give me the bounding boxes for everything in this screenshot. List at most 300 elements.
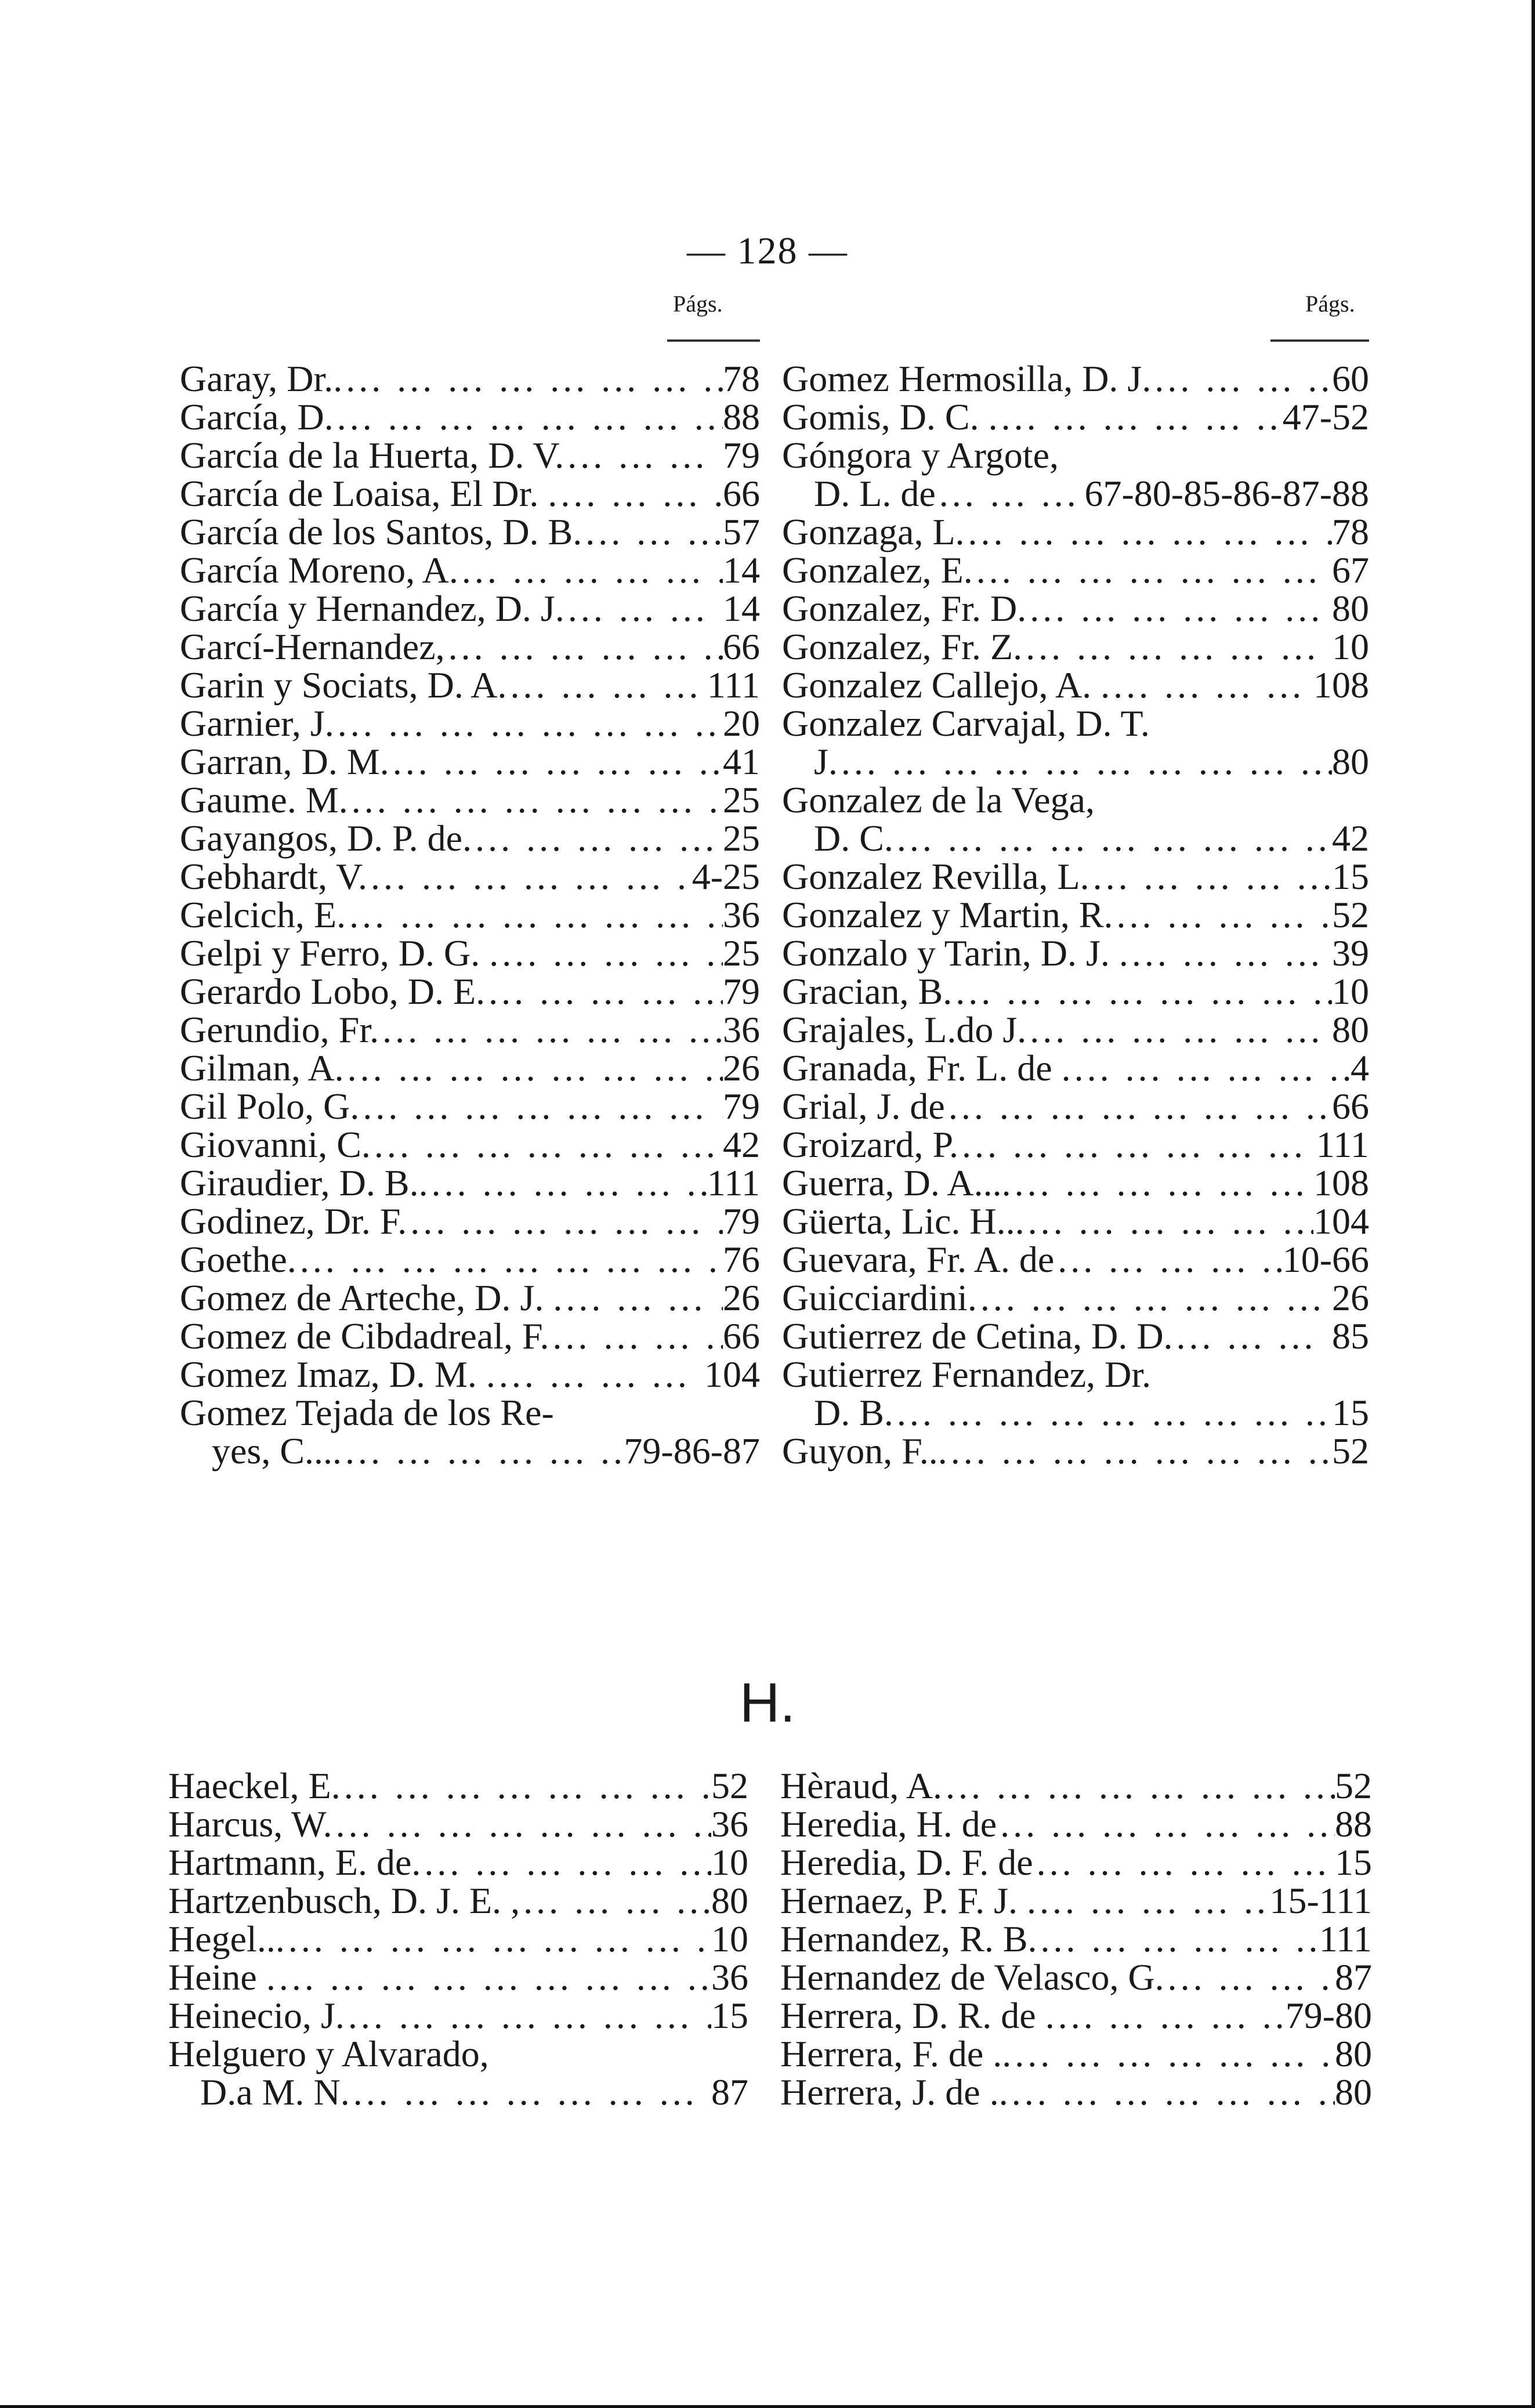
index-entry [180, 1126, 760, 1164]
entry-pages: 80 [1332, 1009, 1369, 1050]
entry-pages: 10 [1332, 971, 1369, 1012]
index-entry [180, 628, 760, 666]
entry-pages: 108 [1313, 664, 1369, 706]
index-entry [180, 1279, 760, 1317]
entry-pages: 85 [1332, 1315, 1369, 1357]
header-rule-left [667, 339, 760, 342]
entry-pages: 42 [723, 1124, 760, 1165]
entry-pages: 10-66 [1282, 1239, 1369, 1280]
entry-pages: 57 [723, 511, 760, 552]
dot-leader [958, 1126, 1316, 1164]
dot-leader [342, 1432, 624, 1470]
index-entry [782, 475, 1369, 513]
dot-leader [997, 1805, 1335, 1843]
index-entry [180, 398, 760, 436]
pages-header-right: Págs. [1305, 291, 1355, 317]
dot-leader [1055, 1997, 1286, 2035]
entry-name: Gelpi y Ferro, D. G. . [180, 932, 499, 974]
index-entry [782, 1355, 1369, 1394]
entry-name: Gonzalez y Martin, R. [782, 894, 1113, 935]
entry-name: Giovanni, C. [180, 1124, 371, 1165]
dot-leader [564, 590, 723, 628]
dot-leader [520, 1882, 711, 1920]
entry-pages: 76 [723, 1239, 760, 1280]
entry-pages: 15 [711, 1995, 748, 2036]
entry-name: Haeckel, E. [168, 1765, 341, 1806]
entry-name: Guicciardini. [782, 1277, 977, 1318]
entry-pages: 4-25 [692, 856, 760, 897]
entry-name: Grajales, L.do J. [782, 1009, 1027, 1050]
entry-pages: 67 [1332, 549, 1369, 591]
dot-leader [942, 1767, 1335, 1805]
entry-name: Gutierrez de Cetina, D. D. [782, 1315, 1173, 1357]
entry-pages: 79 [723, 1201, 760, 1242]
index-entry [780, 1958, 1372, 1997]
index-entry [180, 590, 760, 628]
index-entry [180, 704, 760, 743]
entry-name: Gil Polo, G. [180, 1086, 360, 1127]
page-number: — 128 — [687, 230, 848, 272]
entry-pages: 87 [711, 2071, 748, 2113]
entry-pages: 10 [711, 1842, 748, 1883]
index-entry [782, 781, 1369, 819]
entry-pages: 79-86-87 [624, 1430, 760, 1471]
entry-pages: 15 [1332, 856, 1369, 897]
index-column-g-left [180, 360, 760, 1470]
index-entry [168, 1958, 748, 1997]
index-entry [180, 858, 760, 896]
pages-header-left: Págs. [673, 291, 723, 317]
entry-name: D. L. de [814, 473, 936, 514]
index-entry [782, 1164, 1369, 1202]
dot-leader [1022, 628, 1332, 666]
entry-pages: 26 [723, 1277, 760, 1318]
index-entry [168, 1882, 748, 1920]
index-entry [180, 1049, 760, 1087]
index-entry [168, 2073, 748, 2111]
entry-pages: 80 [1332, 741, 1369, 782]
entry-pages: 79 [723, 435, 760, 476]
index-entry [780, 2035, 1372, 2073]
index-entry [780, 1920, 1372, 1958]
entry-pages: 15 [1332, 1392, 1369, 1433]
entry-pages: 87 [1335, 1957, 1372, 1998]
dot-leader [379, 1011, 723, 1049]
entry-pages: 15-111 [1269, 1880, 1372, 1921]
dot-leader [952, 972, 1332, 1011]
dot-leader [458, 551, 723, 590]
index-entry [180, 1202, 760, 1241]
entry-name: García Moreno, A. [180, 549, 458, 591]
index-entry [782, 704, 1369, 743]
dot-leader [582, 513, 723, 551]
dot-leader [346, 896, 723, 934]
entry-pages: 52 [711, 1765, 748, 1806]
entry-name: Gonzalo y Tarin, D. J. . [782, 932, 1128, 974]
index-entry [782, 398, 1369, 436]
section-heading-h: H. [740, 1672, 795, 1734]
dot-leader [507, 666, 707, 704]
entry-pages: 108 [1313, 1162, 1369, 1203]
dot-leader [1024, 1202, 1313, 1241]
entry-pages: 104 [1313, 1201, 1369, 1242]
index-entry [180, 781, 760, 819]
dot-leader [485, 972, 723, 1011]
index-entry [782, 513, 1369, 551]
index-entry [782, 858, 1369, 896]
entry-name: Gomez Imaz, D. M. . [180, 1354, 495, 1395]
entry-pages: 36 [711, 1803, 748, 1845]
entry-name: Gerundio, Fr. [180, 1009, 379, 1050]
index-entry [780, 2073, 1372, 2111]
dot-leader [838, 743, 1332, 781]
index-entry [180, 1432, 760, 1470]
entry-pages: 60 [1332, 358, 1369, 399]
entry-name: Groizard, P. [782, 1124, 958, 1165]
entry-name: Grial, J. de [782, 1086, 945, 1127]
entry-pages: 10 [1332, 626, 1369, 667]
entry-name: Hernandez de Velasco, G. [780, 1957, 1164, 1998]
index-entry [782, 1241, 1369, 1279]
dot-leader [973, 551, 1332, 590]
index-entry [180, 436, 760, 475]
entry-name: D. B. [814, 1392, 893, 1433]
index-entry [780, 1882, 1372, 1920]
dot-leader [977, 1279, 1332, 1317]
index-entry [168, 2035, 748, 2073]
entry-pages: 67-80-85-86-87-88 [1084, 473, 1369, 514]
index-entry [180, 360, 760, 398]
entry-pages: 20 [723, 703, 760, 744]
entry-pages: 78 [723, 358, 760, 399]
entry-name: Giraudier, D. B.. [180, 1162, 428, 1203]
dot-leader [342, 360, 723, 398]
entry-name: Garay, Dr.. [180, 358, 343, 399]
index-entry [782, 1011, 1369, 1049]
entry-name: García de Loaisa, El Dr. . [180, 473, 557, 514]
entry-name: Herrera, D. R. de . [780, 1995, 1055, 2036]
index-entry [782, 1049, 1369, 1087]
dot-leader [421, 1843, 711, 1882]
entry-pages: 80 [1332, 588, 1369, 629]
entry-pages: 26 [1332, 1277, 1369, 1318]
dot-leader [965, 513, 1332, 551]
entry-pages: 15 [1335, 1842, 1372, 1883]
dot-leader [359, 1087, 723, 1126]
entry-pages: 4 [1351, 1047, 1369, 1089]
entry-name: Heredia, H. de [780, 1803, 997, 1845]
entry-name: Gonzaga, L. [782, 511, 965, 552]
entry-name: Gutierrez Fernandez, Dr. [782, 1354, 1152, 1395]
dot-leader [389, 743, 723, 781]
dot-leader [893, 1394, 1332, 1432]
index-column-g-right [782, 360, 1369, 1470]
dot-leader [893, 819, 1332, 858]
dot-leader [557, 475, 723, 513]
entry-pages: 111 [707, 664, 760, 706]
entry-pages: 25 [723, 818, 760, 859]
dot-leader [1037, 1920, 1319, 1958]
entry-name: Granada, Fr. L. de . [782, 1047, 1071, 1089]
entry-pages: 52 [1332, 1430, 1369, 1471]
entry-name: Güerta, Lic. H... [782, 1201, 1024, 1242]
entry-name: Gomis, D. C. . [782, 396, 998, 438]
entry-pages: 104 [704, 1354, 760, 1395]
entry-pages: 36 [723, 1009, 760, 1050]
index-entry [782, 1087, 1369, 1126]
entry-name: Hernandez, R. B. [780, 1918, 1037, 1959]
entry-name: García de la Huerta, D. V. [180, 435, 564, 476]
index-entry [180, 934, 760, 972]
dot-leader [1011, 1164, 1313, 1202]
index-entry [782, 1279, 1369, 1317]
dot-leader [498, 934, 723, 972]
entry-name: Hernaez, P. F. J. . [780, 1880, 1037, 1921]
entry-name: Gilman, A. [180, 1047, 344, 1089]
dot-leader [945, 1087, 1332, 1126]
index-entry [168, 1805, 748, 1843]
entry-name: Heinecio, J. [168, 1995, 345, 2036]
entry-name: Goethe. [180, 1239, 296, 1280]
entry-pages: 80 [1335, 2033, 1372, 2074]
index-entry [180, 743, 760, 781]
entry-pages: 66 [1332, 1086, 1369, 1127]
index-entry [782, 1126, 1369, 1164]
index-entry [180, 1241, 760, 1279]
entry-pages: 80 [711, 1880, 748, 1921]
dot-leader [332, 1805, 711, 1843]
dot-leader [1033, 1843, 1335, 1882]
index-entry [180, 972, 760, 1011]
dot-leader [1026, 590, 1332, 628]
dot-leader [1008, 2073, 1335, 2111]
entry-name: Gonzalez Callejo, A. . [782, 664, 1110, 706]
entry-pages: 42 [1332, 818, 1369, 859]
index-entry [180, 1087, 760, 1126]
index-entry [782, 1317, 1369, 1355]
entry-pages: 25 [723, 779, 760, 820]
entry-name: Gomez Hermosilla, D. J. [782, 358, 1152, 399]
entry-name: Gonzalez, Fr. D. [782, 588, 1027, 629]
dot-leader [296, 1241, 723, 1279]
index-entry [180, 666, 760, 704]
entry-name: Garin y Sociats, D. A. [180, 664, 507, 706]
index-column-h-right [780, 1767, 1372, 2111]
entry-name: Garnier, J. [180, 703, 334, 744]
dot-leader [1164, 1958, 1335, 1997]
dot-leader [947, 1432, 1332, 1470]
index-entry [180, 1355, 760, 1394]
entry-pages: 25 [723, 932, 760, 974]
index-entry [782, 666, 1369, 704]
index-entry [782, 590, 1369, 628]
index-entry [168, 1920, 748, 1958]
index-entry [780, 1805, 1372, 1843]
index-entry [180, 1317, 760, 1355]
entry-name: Gonzalez Carvajal, D. T. [782, 703, 1150, 744]
dot-leader [1011, 2035, 1335, 2073]
entry-name: Gelcich, E. [180, 894, 346, 935]
dot-leader [495, 1355, 704, 1394]
index-entry [180, 1164, 760, 1202]
index-entry [782, 1202, 1369, 1241]
entry-name: Hegel... [168, 1918, 285, 1959]
entry-pages: 14 [723, 588, 760, 629]
entry-name: García, D. [180, 396, 334, 438]
entry-pages: 111 [707, 1162, 760, 1203]
index-entry [168, 1767, 748, 1805]
index-entry [782, 1394, 1369, 1432]
dot-leader [472, 819, 723, 858]
dot-leader [285, 1920, 711, 1958]
entry-pages: 52 [1335, 1765, 1372, 1806]
entry-name: Gayangos, D. P. de. [180, 818, 472, 859]
entry-name: Gonzalez, E. [782, 549, 973, 591]
entry-name: Hèraud, A. [780, 1765, 943, 1806]
entry-name: Góngora y Argote, [782, 435, 1059, 476]
dot-leader [428, 1164, 707, 1202]
index-entry [168, 1997, 748, 2035]
dot-leader [334, 398, 723, 436]
entry-name: Gonzalez, Fr. Z. [782, 626, 1023, 667]
entry-name: Guerra, D. A.... [782, 1162, 1011, 1203]
entry-name: Gomez de Arteche, D. J. . [180, 1277, 563, 1318]
dot-leader [564, 436, 723, 475]
entry-pages: 52 [1332, 894, 1369, 935]
entry-pages: 80 [1335, 2071, 1372, 2113]
header-rule-right [1270, 339, 1369, 342]
dot-leader [549, 1317, 723, 1355]
entry-name: Garcí-Hernandez, [180, 626, 445, 667]
dot-leader [1036, 1882, 1269, 1920]
dot-leader [1071, 1049, 1351, 1087]
entry-pages: 26 [723, 1047, 760, 1089]
index-column-h-left [168, 1767, 748, 2111]
index-entry [782, 743, 1369, 781]
entry-name: Hartzenbusch, D. J. E. , [168, 1880, 520, 1921]
entry-pages: 79-80 [1285, 1995, 1372, 2036]
dot-leader [348, 781, 723, 819]
index-entry [782, 360, 1369, 398]
entry-name: Gonzalez Revilla, L. [782, 856, 1089, 897]
index-entry [180, 551, 760, 590]
entry-name: Herrera, J. de .. [780, 2071, 1008, 2113]
entry-name: Heine . [168, 1957, 276, 1998]
index-entry [180, 513, 760, 551]
entry-name: Gonzalez de la Vega, [782, 779, 1095, 820]
dot-leader [367, 858, 692, 896]
dot-leader [1151, 360, 1332, 398]
index-entry [180, 896, 760, 934]
entry-pages: 36 [723, 894, 760, 935]
entry-name: D.a M. N. [200, 2071, 350, 2113]
index-entry [180, 475, 760, 513]
dot-leader [334, 704, 723, 743]
entry-name: Helguero y Alvarado, [168, 2033, 489, 2074]
index-entry [782, 972, 1369, 1011]
entry-name: García de los Santos, D. B. [180, 511, 582, 552]
entry-name: yes, C.... [212, 1430, 342, 1471]
entry-pages: 66 [723, 626, 760, 667]
entry-pages: 14 [723, 549, 760, 591]
dot-leader [936, 475, 1085, 513]
entry-name: Hartmann, E. de. [168, 1842, 421, 1883]
index-entry [782, 896, 1369, 934]
dot-leader [345, 1997, 711, 2035]
dot-leader [1173, 1317, 1332, 1355]
entry-name: Garran, D. M. [180, 741, 389, 782]
entry-name: Herrera, F. de .. [780, 2033, 1012, 2074]
entry-pages: 88 [723, 396, 760, 438]
dot-leader [341, 1767, 711, 1805]
entry-pages: 78 [1332, 511, 1369, 552]
dot-leader [276, 1958, 711, 1997]
index-entry [180, 819, 760, 858]
dot-leader [1054, 1241, 1282, 1279]
entry-name: Gebhardt, V. [180, 856, 367, 897]
dot-leader [350, 2073, 711, 2111]
entry-pages: 41 [723, 741, 760, 782]
entry-name: Gomez de Cibdadreal, F. [180, 1315, 549, 1357]
entry-name: Guyon, F... [782, 1430, 947, 1471]
index-entry [782, 628, 1369, 666]
entry-pages: 36 [711, 1957, 748, 1998]
index-entry [180, 1394, 760, 1432]
entry-pages: 66 [723, 473, 760, 514]
index-entry [782, 934, 1369, 972]
index-entry [780, 1767, 1372, 1805]
entry-name: Gracian, B. [782, 971, 953, 1012]
entry-pages: 79 [723, 1086, 760, 1127]
dot-leader [1128, 934, 1332, 972]
entry-pages: 88 [1335, 1803, 1372, 1845]
entry-pages: 111 [1316, 1124, 1369, 1165]
entry-pages: 47-52 [1282, 396, 1369, 438]
dot-leader [371, 1126, 723, 1164]
index-entry [782, 1432, 1369, 1470]
entry-pages: 39 [1332, 932, 1369, 974]
entry-name: D. C. [814, 818, 893, 859]
entry-pages: 10 [711, 1918, 748, 1959]
dot-leader [407, 1202, 723, 1241]
entry-name: Guevara, Fr. A. de [782, 1239, 1055, 1280]
dot-leader [445, 628, 723, 666]
entry-name: Gomez Tejada de los Re- [180, 1392, 554, 1433]
index-entry [780, 1843, 1372, 1882]
index-entry [782, 551, 1369, 590]
index-entry [780, 1997, 1372, 2035]
index-entry [782, 819, 1369, 858]
dot-leader [562, 1279, 723, 1317]
dot-leader [1026, 1011, 1332, 1049]
entry-pages: 111 [1319, 1918, 1372, 1959]
entry-pages: 66 [723, 1315, 760, 1357]
entry-name: Harcus, W. [168, 1803, 332, 1845]
dot-leader [1110, 666, 1313, 704]
index-entry [180, 1011, 760, 1049]
dot-leader [1089, 858, 1332, 896]
entry-name: Gaume. M. [180, 779, 348, 820]
entry-name: J. [814, 741, 838, 782]
entry-name: Gerardo Lobo, D. E. [180, 971, 486, 1012]
index-entry [782, 436, 1369, 475]
entry-name: García y Hernandez, D. J. [180, 588, 564, 629]
entry-name: Heredia, D. F. de [780, 1842, 1033, 1883]
entry-pages: 79 [723, 971, 760, 1012]
dot-leader [344, 1049, 723, 1087]
dot-leader [998, 398, 1283, 436]
index-entry [168, 1843, 748, 1882]
